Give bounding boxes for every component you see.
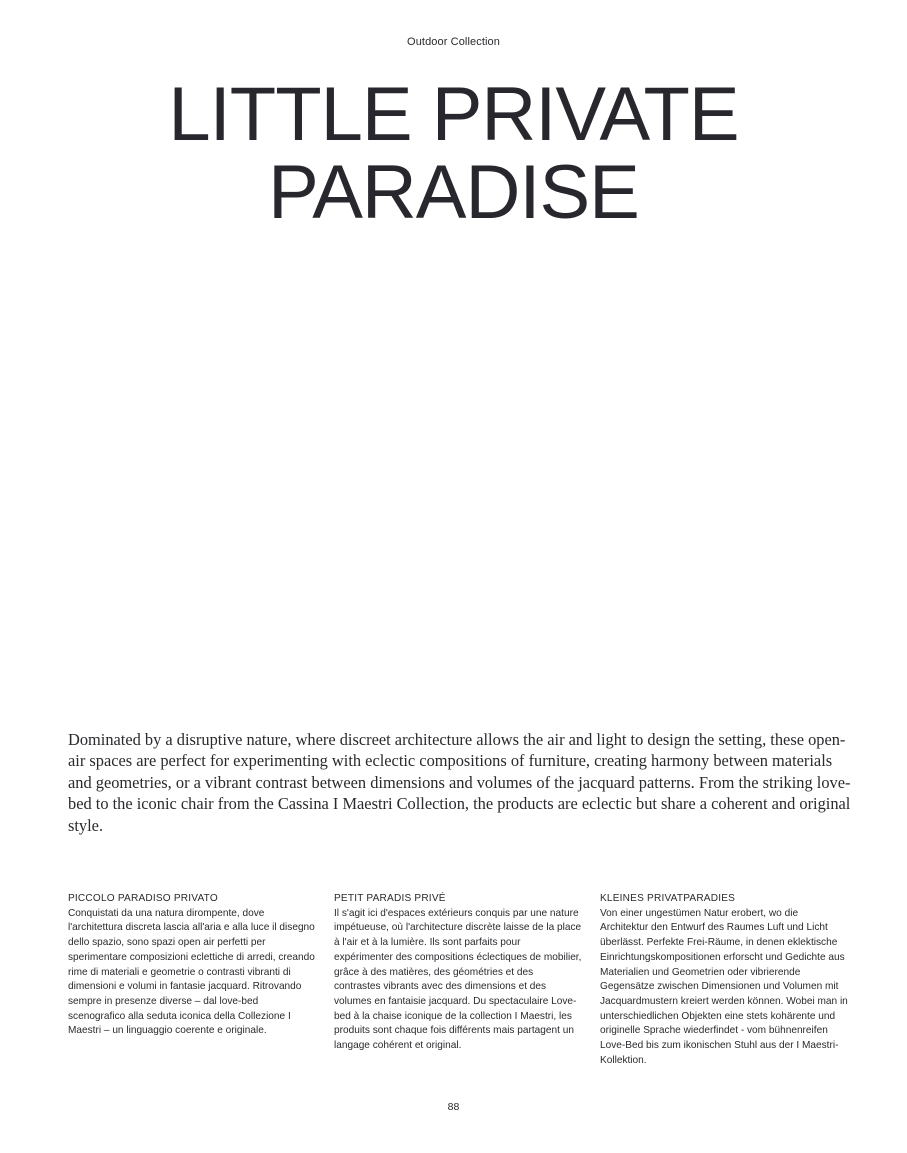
french-heading: PETIT PARADIS PRIVÉ: [334, 893, 446, 904]
french-column: [334, 892, 582, 1054]
section-label: Outdoor Collection: [407, 36, 500, 48]
french-body: Il s'agit ici d'espaces extérieurs conquis par une nature impétueuse, où l'architecture discrète laisse de la place à l'air et à la lumière. Ils sont parfaits pour expérimenter des compositions éclectiques de mobilier, grâce à des matières, des géométries et des contrastes vibrants avec des dimensions et des volumes en fantaisie jacquard. Du spectaculaire Love-bed à la chaise iconique de la collection I Maestri, les produits sont chaque fois différents mais partagent un langage cohérent et original.: [334, 907, 582, 1052]
page-title-line-2: PARADISE: [268, 150, 639, 235]
german-column: [600, 892, 848, 1068]
page-number: 88: [447, 1101, 460, 1113]
german-heading: KLEINES PRIVATPARADIES: [600, 893, 736, 904]
german-body: Von einer ungestümen Natur erobert, wo die Architektur den Entwurf des Raumes Luft und Licht überlässt. Perfekte Frei-Räume, in denen eklektische Einrichtungskompositionen erforscht und Gedichte aus Materialien und Geometrien oder vibrierende Gegensätze zwischen Dimensionen und Volumen mit Jacquardmustern kreiert werden können. Wobei man in unterschiedlichen Objekten eine stets kohärente und originelle Sprache wiederfindet - vom bühnenreifen Love-Bed bis zum ikonischen Stuhl aus der I Maestri-Kollektion.: [600, 907, 848, 1066]
italian-body: Conquistati da una natura dirompente, dove l'architettura discreta lascia all'aria e alla luce il disegno dello spazio, sono spazi open air perfetti per sperimentare composizioni eclettiche di arredi, creando rime di materiali e geometrie o contrasti vibranti di dimensioni e volumi in fantasie jacquard. Ritrovando sempre in presenze diverse – dal love-bed scenografico alla seduta iconica della Collezione I Maestri – un linguaggio coerente e originale.: [68, 907, 315, 1037]
page-title: [0, 72, 907, 235]
page-title-line-1: LITTLE PRIVATE: [168, 72, 739, 157]
intro-paragraph: Dominated by a disruptive nature, where discreet architecture allows the air and light to design the setting, these open-air spaces are perfect for experimenting with eclectic compositions of furniture, creating harmony between materials and geometries, or a vibrant contrast between dimensions and volumes of the jacquard patterns. From the striking love-bed to the iconic chair from the Cassina I Maestri Collection, the products are eclectic but share a coherent and original style.: [68, 730, 851, 835]
italian-column: [68, 892, 316, 1039]
italian-heading: PICCOLO PARADISO PRIVATO: [68, 893, 218, 904]
